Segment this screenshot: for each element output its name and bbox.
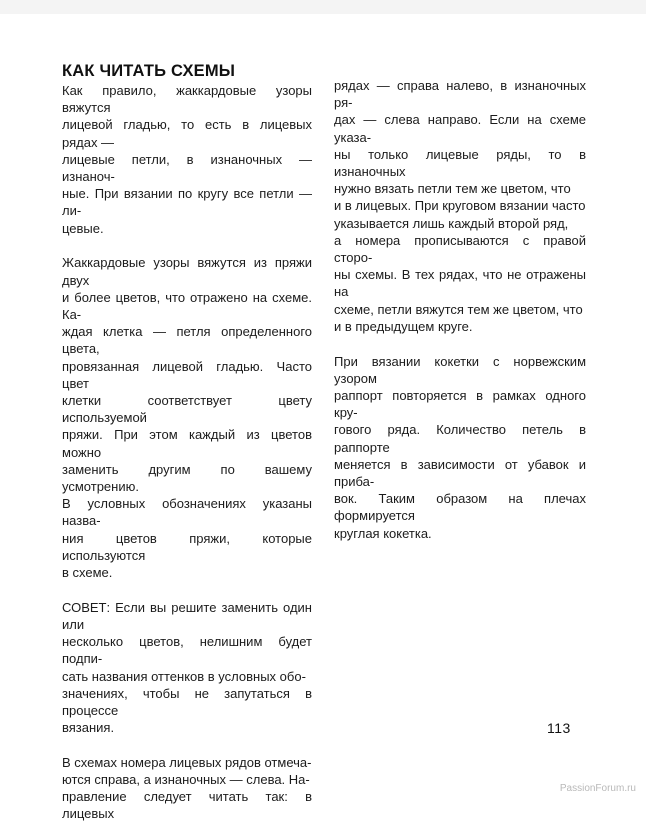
paragraph-yoke: При вязании кокетки с норвежским узором раппорт повторяется в рамках одного кру- гового ряда. Количество петель в раппорте меняется в зависимости от убавок и приба- вок. Таким образом на плечах формируется круглая кокетка. [334,353,586,541]
page-number: 113 [547,720,571,736]
section-title: КАК ЧИТАТЬ СХЕМЫ [62,62,236,80]
paragraph-intro: Как правило, жаккардовые узоры вяжутся лицевой гладью, то есть в лицевых рядах — лицевые петли, в изнаночных — изнаноч- ные. При вязании по кругу все петли — ли- цевые. [62,83,312,236]
left-column [62,62,312,840]
paragraph-tip: СОВЕТ: Если вы решите заменить один или несколько цветов, нелишним будет подпи- сать названия оттенков в условных обо- значениях, чтобы не запутаться в процессе вязания. [62,599,312,736]
paragraph-jacquard: Жаккардовые узоры вяжутся из пряжи двух и более цветов, что отражено на схеме. Ка- ждая клетка — петля определенного цвета, провязанная лицевой гладью. Часто цвет клетки соответствует цвету используемой пряжи. При этом каждый из цветов можно заменить другим по вашему усмотрению. В условных обозначениях указаны назва- ния цветов пряжи, которые используются в схеме. [62,255,312,580]
top-margin-band [0,0,646,14]
watermark: PassionForum.ru [559,783,636,794]
paragraph-row-numbers: В схемах номера лицевых рядов отмеча- ются справа, а изнаночных — слева. На- правление следует читать так: в лицевых [62,754,312,822]
right-column [334,77,586,559]
paragraph-row-direction: рядах — справа налево, в изнаночных ря- дах — слева направо. Если на схеме указа- ны только лицевые ряды, то в изнаночных нужно вязать петли тем же цветом, что и в лицевых. При круговом вязании часто указывается лишь каждый второй ряд, а номера прописываются с правой сторо- ны схемы. В тех рядах, что не отражены на схеме, петли вяжутся тем же цветом, что и в предыдущем круге. [334,78,586,334]
